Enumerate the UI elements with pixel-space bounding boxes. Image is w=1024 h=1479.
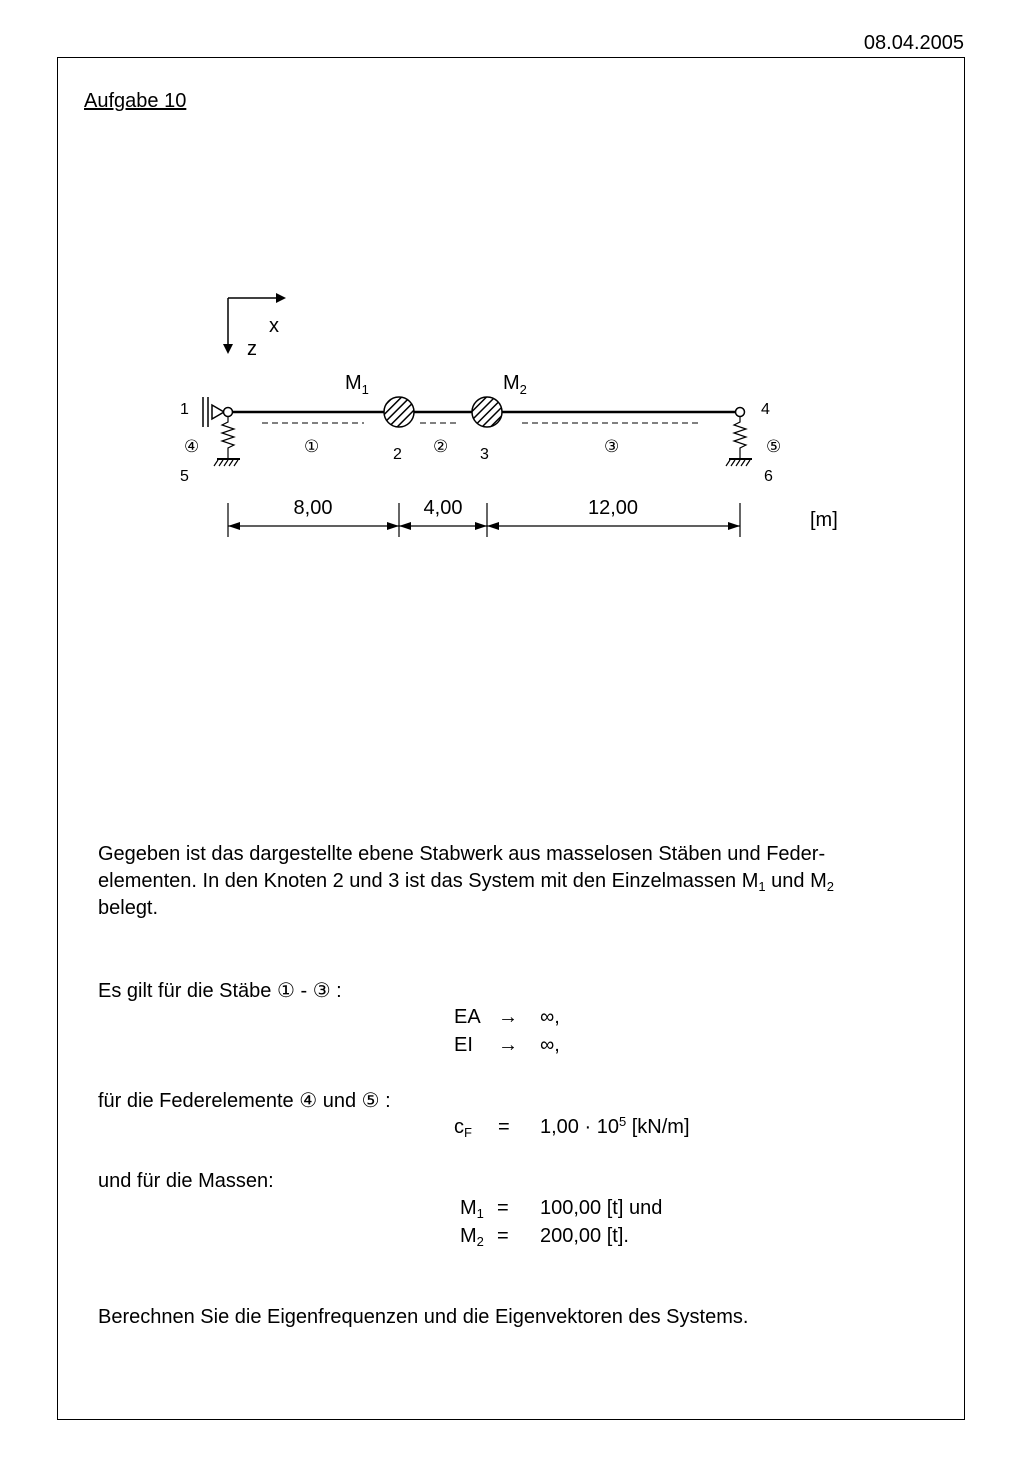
task-sentence: Berechnen Sie die Eigenfrequenzen und die Eigenvektoren des Systems. xyxy=(98,1306,749,1328)
coordinate-axes xyxy=(223,293,286,360)
node-1-hinge xyxy=(224,408,233,417)
description-line-1: Gegeben ist das dargestellte ebene Stabwerk aus masselosen Stäben und Feder- xyxy=(98,843,826,865)
dimension-label-1: 8,00 xyxy=(293,497,333,519)
ea-arrow: → xyxy=(498,1006,518,1028)
description-line-3: belegt. xyxy=(98,897,159,919)
m2-equals: = xyxy=(497,1225,509,1247)
masses-label: und für die Massen: xyxy=(98,1170,274,1192)
mass-2-label: $M_2$ xyxy=(503,372,527,397)
node-5-label: 5 xyxy=(180,468,189,485)
node-1-label: 1 xyxy=(180,401,189,418)
node-4-label: 4 xyxy=(761,401,770,418)
mass-1-label: $M_1$ xyxy=(345,372,369,397)
m1-symbol: $M_1$ xyxy=(460,1197,484,1221)
dimension-label-2: 4,00 xyxy=(423,497,463,519)
ei-symbol: EI xyxy=(454,1034,473,1056)
element-5-label: ⑤ xyxy=(766,437,782,456)
node-3-label: 3 xyxy=(480,446,489,463)
ea-symbol: EA xyxy=(454,1006,481,1028)
m2-value: 200,00 [t]. xyxy=(540,1225,629,1247)
cf-equals: = xyxy=(498,1116,510,1138)
element-4-label: ④ xyxy=(184,437,200,456)
mass-1-symbol xyxy=(384,397,414,427)
m2-symbol: $M_2$ xyxy=(460,1225,484,1249)
springs-label: für die Federelemente ④ und ⑤ : xyxy=(98,1090,391,1112)
cf-symbol: $c_F$ xyxy=(454,1116,472,1140)
left-spring xyxy=(214,417,240,466)
structural-system-diagram xyxy=(0,0,1024,600)
element-3-label: ③ xyxy=(604,437,620,456)
node-4-hinge xyxy=(736,408,745,417)
mass-2-symbol xyxy=(472,397,502,427)
m1-value: 100,00 [t] und xyxy=(540,1197,663,1219)
node-2-label: 2 xyxy=(393,446,402,463)
element-1-label: ① xyxy=(304,437,320,456)
rods-label: Es gilt für die Stäbe ① - ③ : xyxy=(98,980,342,1002)
unit-label: [m] xyxy=(810,509,838,531)
element-2-label: ② xyxy=(433,437,449,456)
ea-value: ∞, xyxy=(540,1006,560,1028)
z-axis-label: z xyxy=(247,338,257,360)
node-6-label: 6 xyxy=(764,468,773,485)
dimension-label-3: 12,00 xyxy=(587,497,639,519)
task-title: Aufgabe 10 xyxy=(84,90,187,112)
ei-arrow: → xyxy=(498,1034,518,1056)
x-axis-label: x xyxy=(269,315,279,337)
description-line-2: elementen. In den Knoten 2 und 3 ist das System mit den Einzelmassen $M_1$ und $M_2$ xyxy=(98,870,834,894)
left-sliding-support xyxy=(203,397,224,427)
cf-value: $1,00 \cdot 10^5$ [kN/m] xyxy=(540,1114,690,1138)
document-date: 08.04.2005 xyxy=(863,32,964,54)
right-spring xyxy=(726,417,752,466)
m1-equals: = xyxy=(497,1197,509,1219)
ei-value: ∞, xyxy=(540,1034,560,1056)
problem-description xyxy=(98,841,948,922)
